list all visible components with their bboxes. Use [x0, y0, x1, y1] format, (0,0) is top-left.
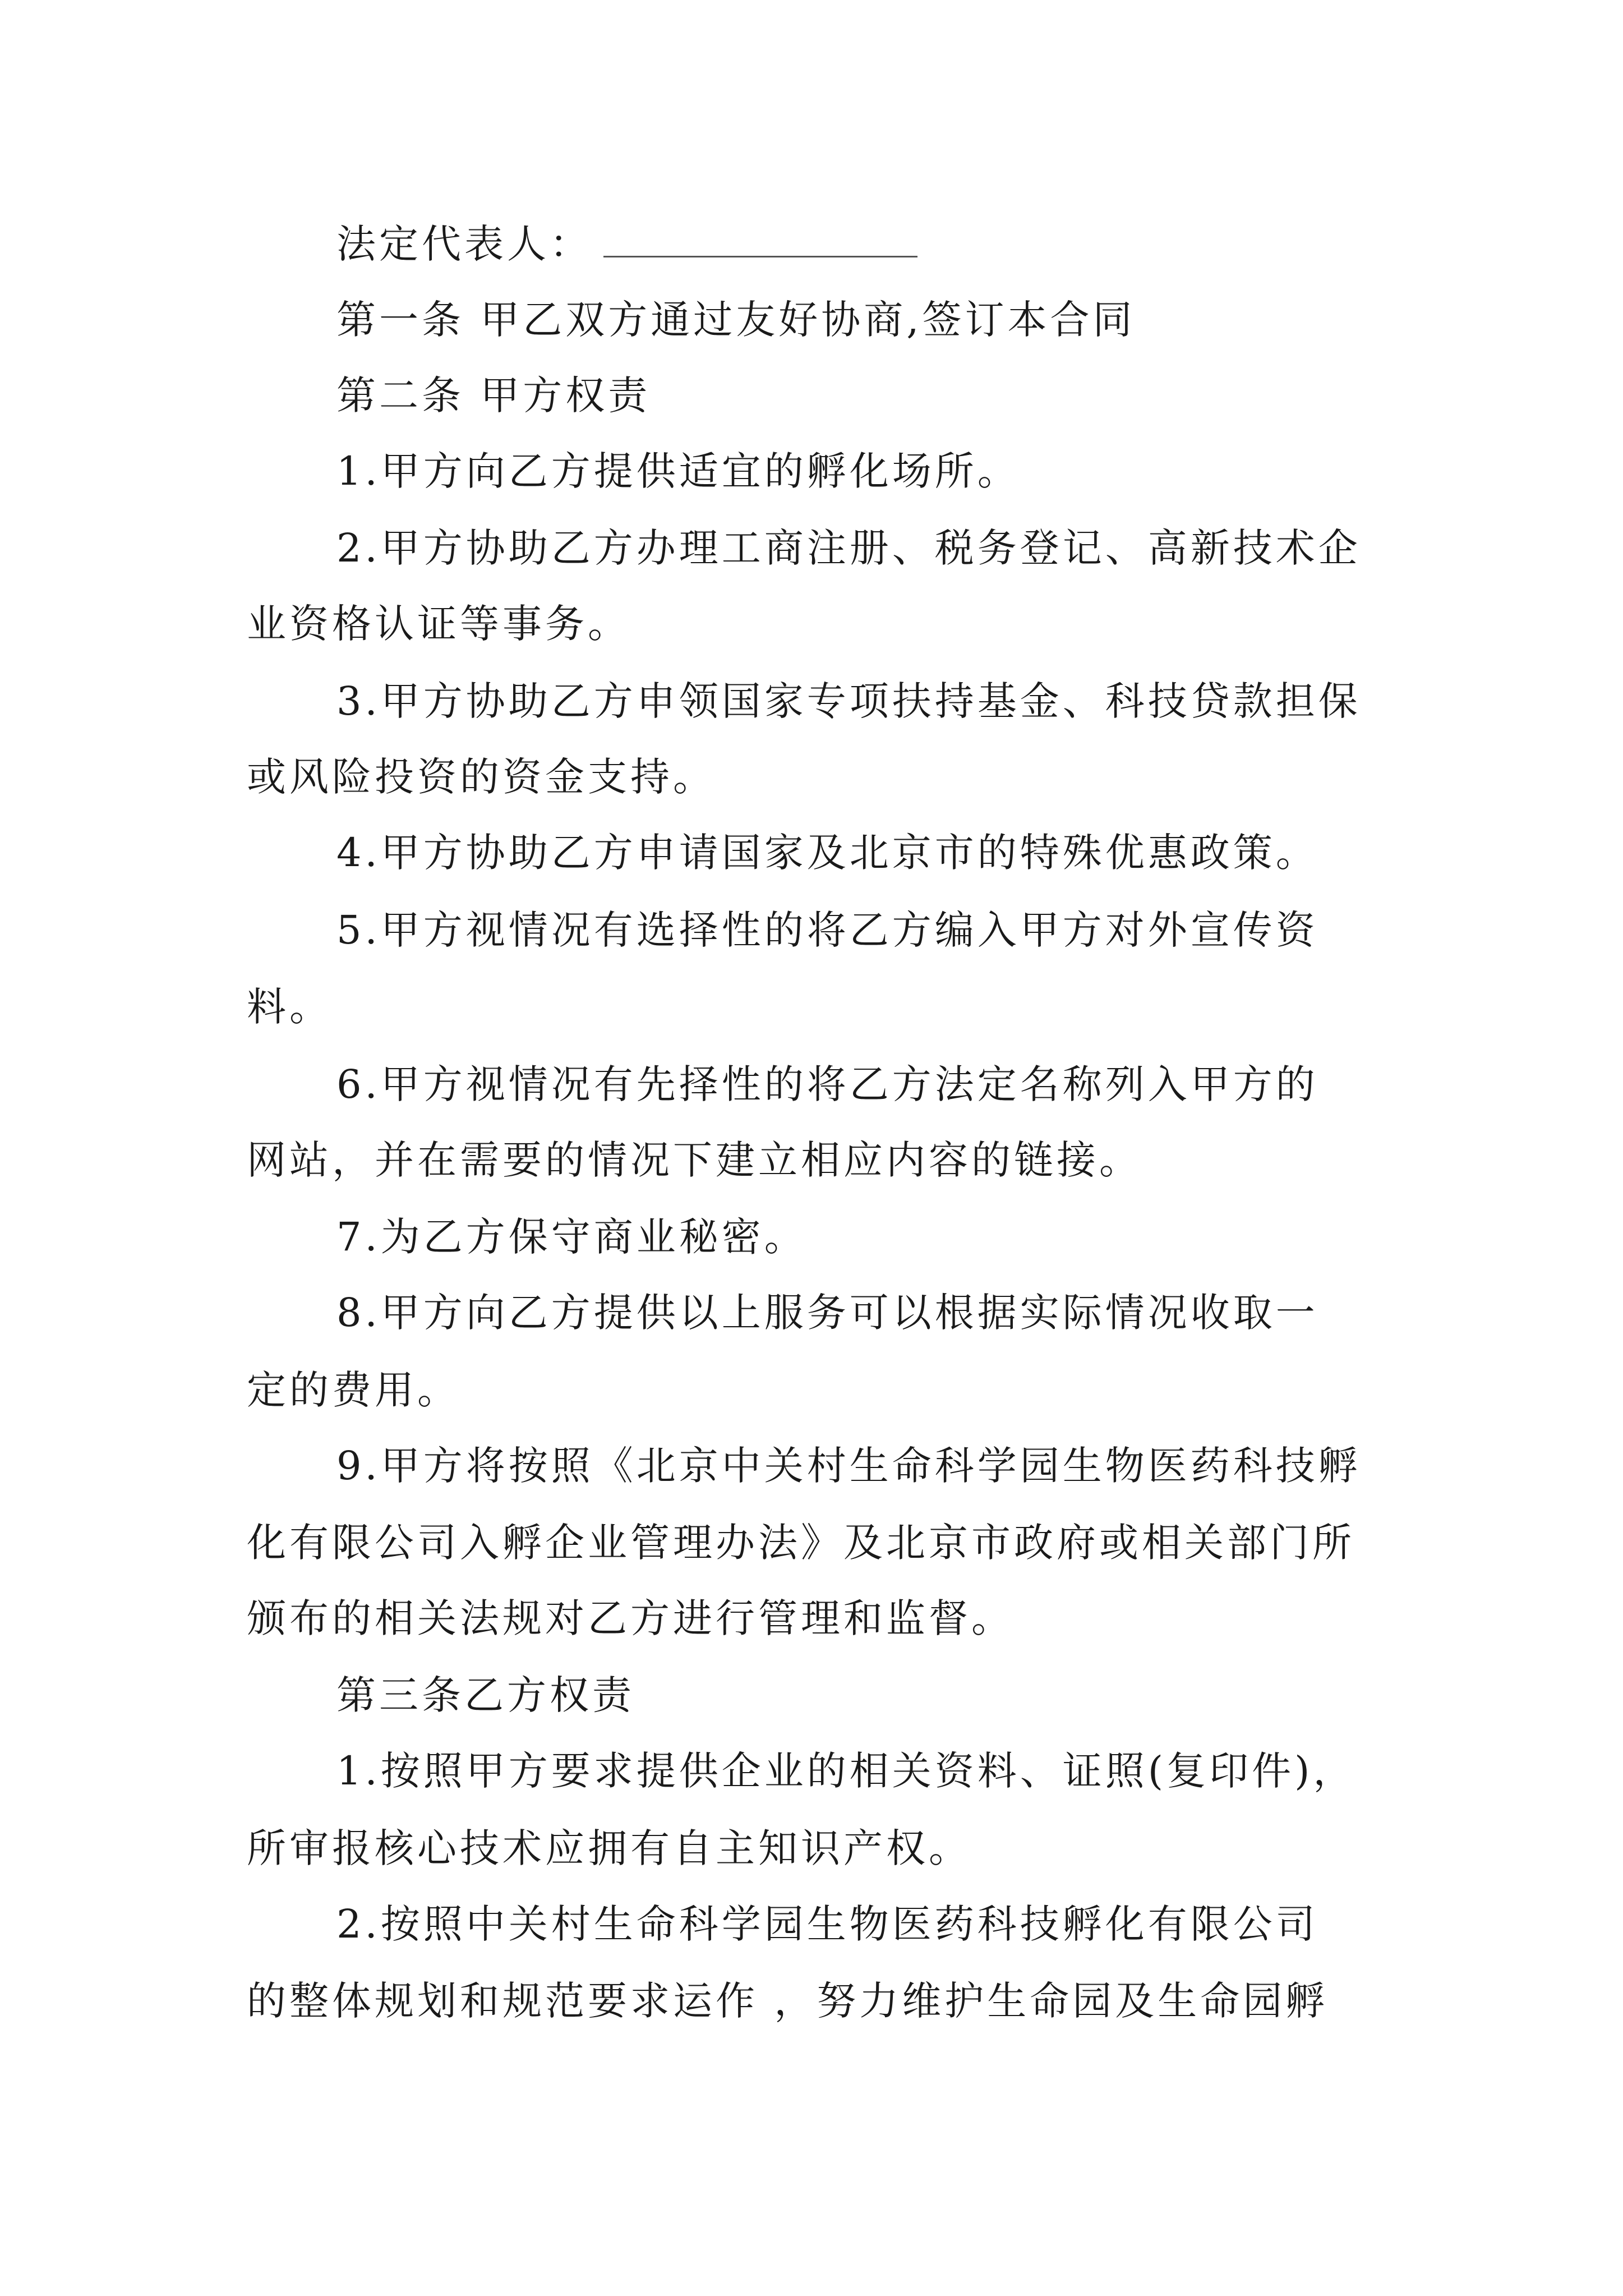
article-2-heading: 第二条 甲方权责 [336, 372, 651, 418]
paragraph-line: 8.甲方向乙方提供以上服务可以根据实际情况收取一 [336, 1290, 1318, 1336]
paragraph-line: 3.甲方协助乙方申领国家专项扶持基金、科技贷款担保 [336, 678, 1361, 724]
paragraph-line: 1.按照甲方要求提供企业的相关资料、证照(复印件)， [336, 1748, 1356, 1794]
paragraph-line: 9.甲方将按照《北京中关村生命科学园生物医药科技孵 [336, 1443, 1361, 1489]
paragraph-line: 定的费用。 [247, 1367, 460, 1413]
paragraph-line: 化有限公司入孵企业管理办法》及北京市政府或相关部门所 [247, 1520, 1355, 1566]
paragraph-line: 1.甲方向乙方提供适宜的孵化场所。 [336, 448, 1020, 494]
paragraph-line: 2.甲方协助乙方办理工商注册、税务登记、高新技术企 [336, 525, 1361, 571]
paragraph-line: 业资格认证等事务。 [247, 601, 630, 647]
paragraph-line: 5.甲方视情况有选择性的将乙方编入甲方对外宣传资 [336, 907, 1318, 953]
paragraph-line: 所审报核心技术应拥有自主知识产权。 [247, 1825, 971, 1871]
paragraph-line: 7.为乙方保守商业秘密。 [336, 1214, 807, 1260]
paragraph-line: 4.甲方协助乙方申请国家及北京市的特殊优惠政策。 [336, 830, 1318, 876]
article-3-heading: 第三条乙方权责 [336, 1672, 635, 1718]
article-1: 第一条 甲乙双方通过友好协商,签订本合同 [336, 297, 1136, 343]
legal-representative-line [0, 210, 1623, 278]
paragraph-line: 2.按照中关村生命科学园生物医药科技孵化有限公司 [336, 1901, 1318, 1947]
legal-representative-label: 法定代表人： [336, 221, 592, 267]
paragraph-line: 6.甲方视情况有先择性的将乙方法定名称列入甲方的 [336, 1061, 1318, 1107]
paragraph-line: 或风险投资的资金支持。 [247, 754, 716, 800]
paragraph-line: 颁布的相关法规对乙方进行管理和监督。 [247, 1595, 1014, 1641]
paragraph-line: 料。 [247, 984, 332, 1030]
legal-representative-blank [603, 222, 917, 257]
paragraph-line: 网站，并在需要的情况下建立相应内容的链接。 [247, 1137, 1142, 1183]
paragraph-line: 的整体规划和规范要求运作 ，努力维护生命园及生命园孵 [247, 1978, 1329, 2024]
